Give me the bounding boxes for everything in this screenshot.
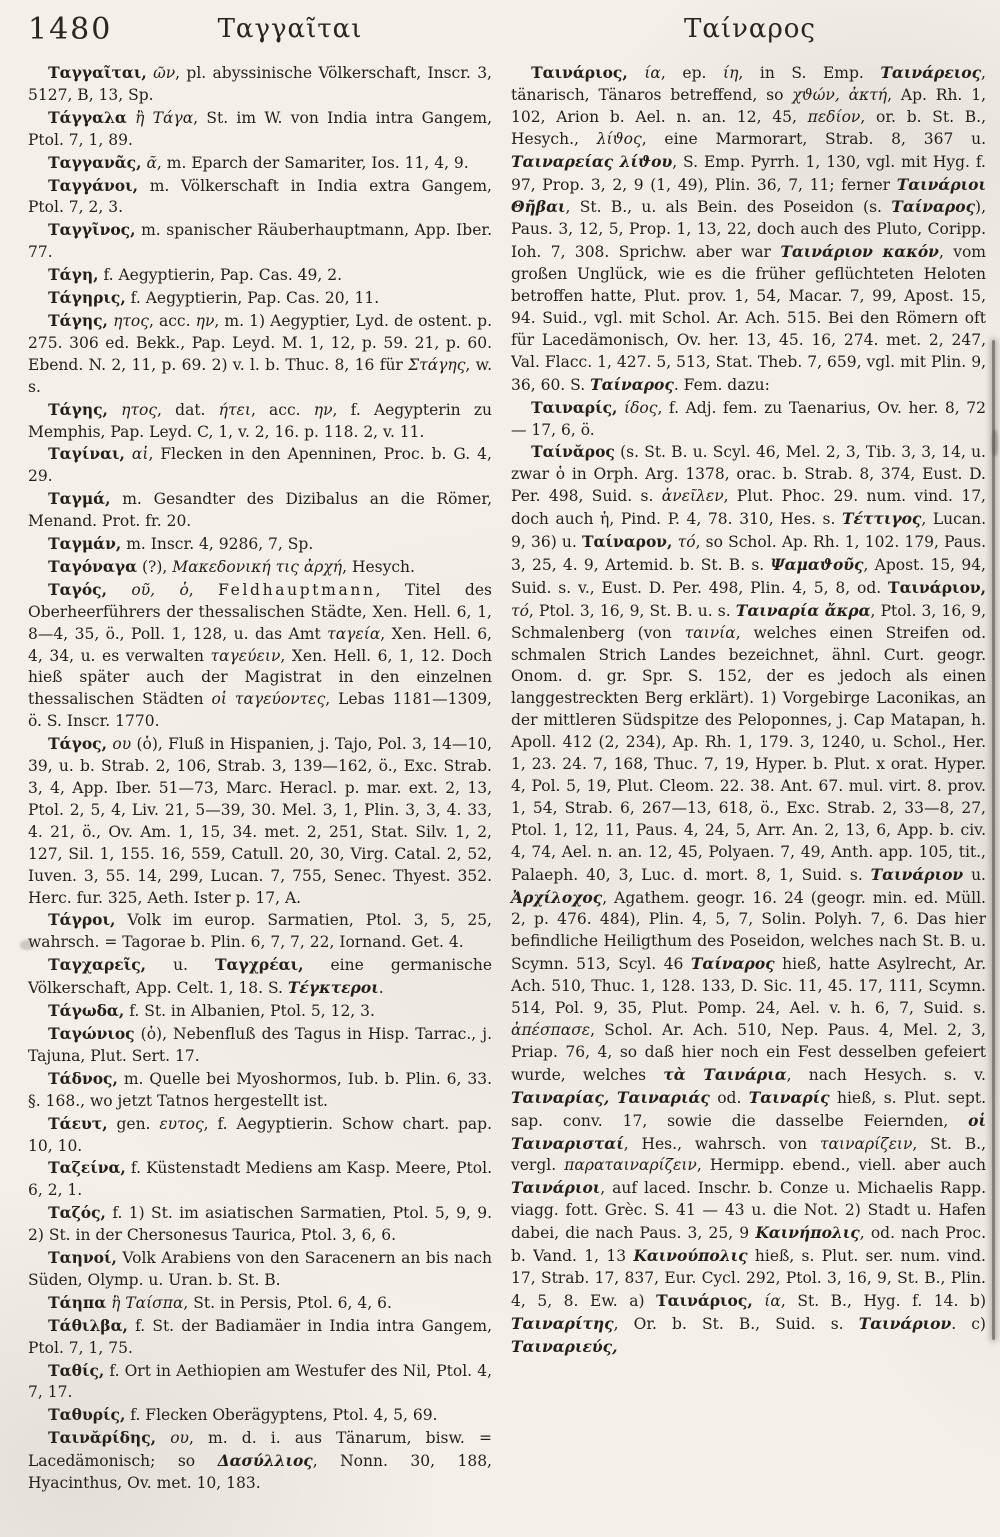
entry-headword: Τάθιλβα, [48,1315,128,1335]
entry-text-segment: (s. St. B. u. Scyl. 46, Mel. 2, 3, Tib. 3, 3, 14, u. zwar ὁ in Orph. Arg. 1378, orac. b. Strab. 8, 374, Eust. D. Per. 498, Suid. s. [511,443,986,506]
entry-text-segment: f. St. in Albanien, Ptol. 5, 12, 3. [124,1002,375,1021]
entry-text-segment: , Hermipp. ebend., viell. aber auch [696,1156,986,1175]
scan-speck [992,430,998,456]
entry-text-segment: , Ptol. 3, 16, 9, Schmalenberg (von [511,601,986,642]
entry-text-segment: ητος [107,311,149,330]
dictionary-entry [28,443,492,488]
entry-text-segment: , m. d. i. aus Tänarum, bisw. = Lacedämonisch; so [28,1429,492,1471]
entry-text-segment: , w. s. [28,355,492,396]
entry-text-segment: Volk im europ. Sarmatien, Ptol. 3, 5, 25, wahrsch. = Tagorae b. Plin. 6, 7, 7, 22, Iornand. Get. 4. [28,911,492,952]
entry-text-segment: ῶν [146,64,176,82]
entry-headword: Τάγης, [48,399,108,419]
entry-text-segment: f. Flecken Oberägyptens, Ptol. 4, 5, 69. [125,1406,438,1425]
entry-text-segment: ία [627,64,661,82]
entry-headword: Ταίνᾰρος [531,442,615,462]
entry-text-segment: ἀπέσπασε [511,1020,591,1039]
entry-text-segment: ίη [723,64,739,82]
entry-text-segment: , in S. Emp. [738,64,881,82]
entry-text-segment: Ταιναριεύς, [511,1336,618,1356]
entry-text-segment: , f. Aegypterin zu Memphis, Pap. Leyd. C, 1, v. 2, 16. p. 118. 2, v. 11. [28,400,493,441]
entry-headword: Ταηνοί, [48,1248,117,1268]
dictionary-entry [28,62,492,107]
entry-text-segment: , Agathem. geogr. 16. 24 (geogr. min. ed. Müll. 2, p. 476. 484), Plin. 4, 5, 7, Solin. Polyh. 7, 6. Das hier befindliche Heiligthum des Poseidon, welches nach St. B. u. Scymn. 513, Scyl. 46 [511,888,986,974]
entry-text-segment: Δασύλλιος [217,1451,313,1471]
entry-text-segment: ταινία [684,623,736,642]
entry-headword: Τάγωδα, [48,1001,125,1021]
entry-text-segment: ἀνεῖλεν [661,487,724,506]
entry-text-segment: ᾶ [141,153,157,172]
entry-text-segment: , m. Eparch der Samariter, Ios. 11, 4, 9. [156,153,469,172]
entry-text-segment: , Hes., wahrsch. von [623,1134,820,1153]
entry-text-segment: Ταίναρος [891,197,976,217]
entry-headword: Ταγόναγα [48,556,138,576]
dictionary-entry [28,954,492,1000]
entry-text-segment: , welches einen Streifen od. schmalen Strich Landes bezeichnet, ähnl. Curt. geogr. Onom. d. gr. Spr. S. 152, der es jedoch als einen langgestreckten Berg erklärt). 1) Vorgebirge Laconikas, an der mittleren Südspitze des Peloponnes, j. Cap Matapan, h. Apoll. 412 (2, 234), Ap. Rh. 1, 179. 3, 1240, u. Schol., Her. 1, 23. 24. 7, 168, Thuc. 7, 19, Hyper. b. Plut. x orat. Hyper. 4, Pol. 5, 19, Plut. Cleom. 22. 38. Ant. 67. mul. virt. 8. prov. 1, 54, Strab. 6, 267—13, 618, ö., Exc. Strab. 2, 33—8, 27, Ptol. 1, 12, 11, Paus. 4, 24, 5, Arr. An. 2, 13, 6, App. b. civ. 4, 74, Ael. n. an. 12, 45, Polyaen. 7, 49, Anth. app. 105, tit., Palaeph. 40, 3, Luc. d. mort. 8, 1, Suid. s. [511,623,986,884]
entry-headword: Ταζός, [48,1203,106,1223]
entry-text-segment: χϑών, ἀκτή [792,85,888,104]
scan-gutter-shadow [992,340,995,1340]
entry-text-segment: , pl. abyssinische Völkerschaft, Inscr. 3, 5127, B, 13, Sp. [28,64,492,104]
entry-text-segment: m. spanischer Räuberhauptmann, App. Iber. 77. [28,221,492,262]
dictionary-entry [28,1360,492,1405]
entry-text-segment: Τέττιγος [842,509,922,529]
dictionary-entry [28,1315,492,1360]
dictionary-entry [28,175,492,220]
entry-text-segment: Ταιναρίς [748,1087,830,1107]
entry-text-segment: Volk Arabiens von den Saracenern an bis nach Süden, Olymp. u. Uran. b. St. B. [28,1249,492,1289]
entry-text-segment: Ταινάριον [858,1313,952,1333]
entry-text-segment: , dat. [157,400,219,419]
entry-text-segment: , Titel des Oberheerführers der thessalischen Städte, Xen. Hell. 6, 1, 8—4, 35, ö., Poll. 1, 128, u. das Amt [28,580,492,643]
entry-text-segment: , f. Adj. fem. zu Taenarius, Ov. her. 8, 72 — 17, 6, ö. [511,398,986,439]
entry-text-segment: πεδίον [807,107,861,126]
text-columns [28,62,986,1495]
dictionary-entry [28,1000,492,1023]
entry-text-segment: u. [146,956,216,975]
dictionary-entry [28,488,492,533]
entry-text-segment: , Or. b. St. B., Suid. s. [613,1314,859,1333]
entry-text-segment: gen. [107,1114,160,1133]
entry-text-segment: (?), [137,557,173,576]
entry-text-segment: ην [313,400,333,419]
entry-headword: Ταγμά, [48,489,111,509]
entry-text-segment: ία [752,1291,781,1310]
dictionary-entry [28,399,492,444]
dictionary-entry [28,1113,492,1158]
entry-text-segment: f. 1) St. im asiatischen Sarmatien, Ptol. 5, 9, 9. 2) St. in der Chersonesus Taurica, Ptol. 3, 6, 6. [28,1204,492,1245]
entry-headword: Ταγγῖνος, [48,220,136,240]
entry-text-segment: ητος [107,400,158,419]
entry-headword: Ταινάριος, [656,1290,753,1310]
dictionary-entry [28,310,492,399]
dictionary-entry [28,1404,492,1427]
entry-text-segment: Ταινάριον κακόν [780,242,939,262]
entry-text-segment: f. St. der Badiamäer in India intra Gangem, Ptol. 7, 1, 75. [28,1316,492,1357]
entry-text-segment: ου [156,1429,189,1448]
entry-text-segment: Ψαμαϑοῦς [770,554,864,574]
entry-text-segment: m. Inscr. 4, 9286, 7, Sp. [121,535,314,554]
entry-text-segment: hieß, s. Plut. ser. num. vind. 17, Strab. 17, 837, Eur. Cycl. 292, Ptol. 3, 16, 9, St. B., Plin. 4, 5, 8. Ew. a) [511,1247,986,1310]
entry-text-segment: , St. im W. von India intra Gangem, Ptol. 7, 1, 89. [28,108,493,149]
entry-headword: Ταγγάνοι, [48,175,138,195]
entry-text-segment: , St. in Persis, Ptol. 6, 4, 6. [183,1293,392,1312]
entry-text-segment: ταιναρίζειν [819,1134,913,1153]
entry-text-segment: m. Gesandter des Dizibalus an die Römer, Menand. Prot. fr. 20. [28,490,492,531]
entry-text-segment: , acc. [250,400,314,419]
entry-text-segment: m. Quelle bei Myoshormos, Iub. b. Plin. 6, 33. §. 168., wo jetzt Tatnos hergestellt ist. [28,1069,492,1110]
entry-text-segment: Ἀρχίλοχος [511,887,603,907]
entry-text-segment: ου [107,735,132,754]
entry-text-segment: ἢ Ταίσπα [106,1293,184,1312]
page-header [0,10,1000,56]
entry-headword: Ταγγανᾶς, [48,152,142,172]
entry-text-segment: od. [709,1088,749,1107]
entry-text-segment: Feldhauptmann [218,580,376,599]
entry-headword: Ταγγαῖται, [48,63,147,82]
entry-text-segment: Καινήπολις [755,1223,860,1243]
entry-text-segment: Ταιναρίτης [511,1313,614,1333]
entry-text-segment: οἱ ταγεύοντες [211,690,326,709]
entry-text-segment: , Lucan. 9, 36) u. [511,510,986,552]
dictionary-entry [511,397,986,442]
entry-headword: Ταγμάν, [48,534,122,554]
dictionary-entry [28,733,492,909]
entry-text-segment: τὰ Ταινάρια [663,1064,787,1084]
dictionary-entry [28,152,492,175]
entry-text-segment: , Ap. Rh. 1, 102, Arion b. Ael. n. an. 12, 45, [511,85,986,126]
dictionary-entry [28,1157,492,1202]
dictionary-entry [28,1292,492,1315]
entry-text-segment: . [378,979,384,998]
entry-headword: Ταζείνα, [48,1158,126,1178]
dictionary-entry [28,219,492,264]
entry-text-segment: Ταινάριοι Θῆβαι [511,174,986,217]
entry-text-segment: Μακεδονική τις ἀρχή [172,557,343,576]
entry-text-segment: , m. 1) Aegyptier, Lyd. de ostent. p. 275. 306 ed. Bekk., Pap. Leyd. M. 1, 12, p. 59. 21, p. 60. Ebend. N. 2, 11, p. 69. 2) v. l. b. Thuc. 8, 16 für [28,311,493,374]
entry-text-segment: (ὁ), Fluß in Hispanien, j. Tajo, Pol. 3, 14—10, 39, u. b. Strab. 2, 106, Strab. 3, 139—162, ö., Exc. Strab. 3, 4, App. Iber. 51—73, Marc. Heracl. p. mar. ext. 2, 13, Ptol. 2, 5, 4, Liv. 21, 5—39, 30. Mel. 3, 1, Plin. 3, 3, 4. 33, 4. 21, ö., Ov. Am. 1, 15, 34. met. 2, 251, Stat. Silv. 1, 2, 127, Sil. 1, 155. 16, 559, Catull. 20, 30, Virg. Catal. 2, 52, Iuven. 3, 55. 14, 299, Lucan. 7, 755, Senec. Thyest. 352. Herc. fur. 325, Aeth. Ister p. 17, A. [28,735,493,907]
entry-text-segment: m. Völkerschaft in India extra Gangem, Ptol. 7, 2, 3. [28,176,492,217]
entry-text-segment: , Flecken in den Apenninen, Proc. b. G. 4, 29. [28,445,492,486]
entry-text-segment: u. [963,865,986,884]
entry-text-segment: , St. B., Hyg. f. 14. b) [780,1291,986,1310]
dictionary-entry [28,579,492,733]
dictionary-entry [28,556,492,579]
dictionary-entry [28,1068,492,1113]
entry-text-segment: f. Küstenstadt Mediens am Kasp. Meere, Ptol. 6, 2, 1. [28,1159,492,1200]
entry-text-segment: Τέγκτεροι [287,978,379,998]
entry-headword: Τάγος, [48,734,108,754]
entry-text-segment: , S. Emp. Pyrrh. 1, 130, vgl. mit Hyg. f. 97, Prop. 3, 2, 9 (1, 49), Plin. 36, 7, 11; ferner [511,152,986,194]
running-head-left: Ταγγαῖται [217,14,363,44]
entry-headword: Ταιναρίς, [531,397,618,417]
entry-headword: Τάγη, [48,265,99,285]
entry-text-segment: ήτει [218,400,251,419]
entry-text-segment: Ταίναρος [590,374,674,394]
entry-text-segment: Ταιναρία ἄκρα [735,600,871,620]
entry-text-segment: , or. b. St. B., Hesych., [511,107,987,148]
entry-headword: Ταινάριος, [531,63,628,82]
dictionary-entry [28,1427,492,1495]
entry-text-segment: τό [672,533,696,552]
entry-text-segment: παραταιναρίζειν [564,1156,697,1175]
entry-text-segment: , ep. [660,64,723,82]
entry-text-segment: , St. B., u. als Bein. des Poseidon (s. [565,198,892,217]
entry-text-segment: , f. Aegyptierin. Schow chart. pap. 10, 10. [28,1114,492,1155]
entry-headword: Τάγγαλα [48,107,127,127]
dictionary-entry [28,264,492,287]
entry-headword: Τάδνος, [48,1068,118,1088]
entry-text-segment: hieß, hatte Asylrecht, Ar. Ach. 510, Thuc. 1, 128. 133, D. Sic. 11, 45. 17, 111, Scymn. 514, Pol. 9, 35, Plut. Pomp. 24, Ael. v. h. 6, 7, Suid. s. [511,955,987,1018]
entry-text-segment: , [188,580,219,599]
entry-text-segment: Ταιναρείας λίϑου [511,151,673,171]
entry-text-segment: Καινούπολις [633,1246,748,1266]
entry-text-segment: ταγεύειν [210,646,281,665]
entry-text-segment: , Hesych. [342,557,415,576]
entry-headword: Ταθυρίς, [48,1405,126,1425]
entry-text-segment: , Apost. 15, 94, Suid. s. v., Eust. D. Per. 498, Plin. 4, 5, 8, od. [511,555,986,597]
entry-text-segment: , tänarisch, Tänaros betreffend, so [511,64,986,104]
entry-text-segment: hieß, s. Plut. sept. sap. conv. 17, sowie die dasselbe Feiernden, [511,1088,986,1130]
entry-text-segment: , Lebas 1181—1309, ö. S. Inscr. 1770. [28,690,492,731]
entry-text-segment: f. Ort in Aethiopien am Westufer des Nil, Ptol. 4, 7, 17. [28,1361,492,1402]
entry-text-segment: ευτος [159,1114,204,1133]
entry-headword: Ταθίς, [48,1360,105,1380]
entry-text-segment: ταγεία [327,624,381,643]
entry-text-segment: λίϑος [596,129,642,148]
entry-headword: Ταινᾰρίδης, [48,1428,157,1448]
entry-text-segment: ), Paus. 3, 12, 5, Prop. 1, 13, 22, doch auch des Pluto, Coripp. Ioh. 7, 308. Sprichw. aber war [511,198,986,262]
dictionary-entry [28,287,492,310]
entry-headword: Ταγχρέαι, [215,955,304,975]
entry-text-segment: , od. nach Proc. b. Vand. 1, 13 [511,1224,986,1266]
entry-headword: Ταγίναι, [48,444,125,464]
entry-text-segment: , Plut. Phoc. 29. num. vind. 17, doch auch ἡ, Pind. P. 4, 78. 310, Hes. s. [511,487,986,529]
entry-text-segment: , nach Hesych. s. v. [786,1065,986,1084]
entry-text-segment: , St. B., vergl. [511,1134,986,1175]
entry-headword: Τάγης, [48,310,108,330]
dictionary-entry [28,533,492,556]
right-column [511,62,986,1495]
page-number: 1480 [28,12,113,47]
entry-text-segment: eine germanische Völkerschaft, App. Celt. 1, 18. S. [28,956,492,998]
dictionary-entry [511,62,986,397]
entry-text-segment: , Nonn. 30, 188, Hyacinthus, Ov. met. 10, 183. [28,1452,492,1493]
entry-headword: Τάευτ, [48,1113,108,1133]
entry-text-segment: , Ptol. 3, 16, 9, St. B. u. s. [528,601,736,620]
entry-text-segment: (ὁ), Nebenfluß des Tagus in Hisp. Tarrac., j. Tajuna, Plut. Sert. 17. [28,1024,492,1065]
entry-headword: Τάηπα [48,1292,107,1312]
entry-text-segment: , auf laced. Inschr. b. Conze u. Michaelis Rapp. viagg. fott. Grèc. S. 41 — 43 u. die Not. 2) Stadt u. Hafen dabei, die nach Paus. 3, 25, 9 [511,1179,986,1243]
entry-headword: Τάγροι, [48,910,116,930]
entry-text-segment: ην [195,311,215,330]
entry-headword: Τάγηρις, [48,288,126,308]
scan-speck [20,940,34,950]
entry-text-segment: Ταιναρίας, Ταιναριάς [511,1087,710,1107]
entry-text-segment: οἱ Ταιναρισταί [511,1110,986,1153]
entry-text-segment: , acc. [148,311,196,330]
entry-text-segment: ίδος [617,398,658,417]
entry-text-segment: f. Aegyptierin, Pap. Cas. 49, 2. [98,266,343,285]
entry-headword: Ταγχαρεῖς, [48,955,147,975]
left-column [28,62,492,1495]
dictionary-entry [28,107,492,152]
entry-text-segment: αἱ [124,445,149,464]
entry-headword: Ταινάριον, [888,577,986,597]
entry-text-segment: , Xen. Hell. 6, 4, 34, u. es verwalten [28,624,492,665]
dictionary-entry [28,1247,492,1292]
entry-text-segment: Ταινάριοι [511,1178,601,1198]
dictionary-entry [28,1023,492,1068]
entry-text-segment: , Schol. Ar. Ach. 510, Nep. Paus. 4, Mel. 2, 3, Priap. 76, 4, so daß hier noch ein Fest desselben gefeiert wurde, welches [511,1020,986,1084]
dictionary-entry [28,1202,492,1247]
entry-text-segment: , Xen. Hell. 6, 1, 12. Doch hieß später auch der Magistrat in den einzelnen thessalischen Städten [28,646,492,709]
entry-text-segment: Ταίναρος [690,954,775,974]
entry-headword: Ταγώνιος [48,1023,135,1043]
dictionary-entry [511,441,986,1358]
entry-text-segment: , eine Marmorart, Strab. 8, 367 u. [641,129,986,148]
entry-headword: Ταίναρον, [582,532,673,552]
running-head-right: Ταίναρος [684,14,816,44]
entry-text-segment: . c) [951,1314,986,1333]
entry-text-segment: οῦ, ὁ [107,580,189,599]
dictionary-entry [28,909,492,954]
entry-text-segment: Στάγης [408,355,466,374]
entry-text-segment: τό [511,601,529,620]
entry-text-segment: Ταινάρειος [880,63,982,82]
entry-headword: Ταγός, [48,579,108,599]
entry-text-segment: , so Schol. Ap. Rh. 1, 102. 179, Paus. 3, 25, 4. 9, Artemid. b. St. B. s. [511,533,986,574]
entry-text-segment: f. Aegyptierin, Pap. Cas. 20, 11. [125,289,380,308]
entry-text-segment: , vom großen Unglück, wie es die früher geflüchteten Heloten betroffen hatte, Plut. prov. 1, 54, Macar. 7, 99, Apost. 15, 94. Suid., vgl. mit Schol. Ar. Ach. 515. Bei den Römern oft für Lacedämonisch, Ov. her. 13, 45. 16, 274. met. 2, 247, Val. Flacc. 1, 427. 5, 513, Stat. Theb. 7, 659, vgl. mit Plin. 9, 36, 60. S. [511,243,986,394]
entry-text-segment: Ταινάριον [870,864,964,884]
entry-text-segment: . Fem. dazu: [673,375,770,394]
entry-text-segment: ἢ Τάγα [126,108,194,127]
